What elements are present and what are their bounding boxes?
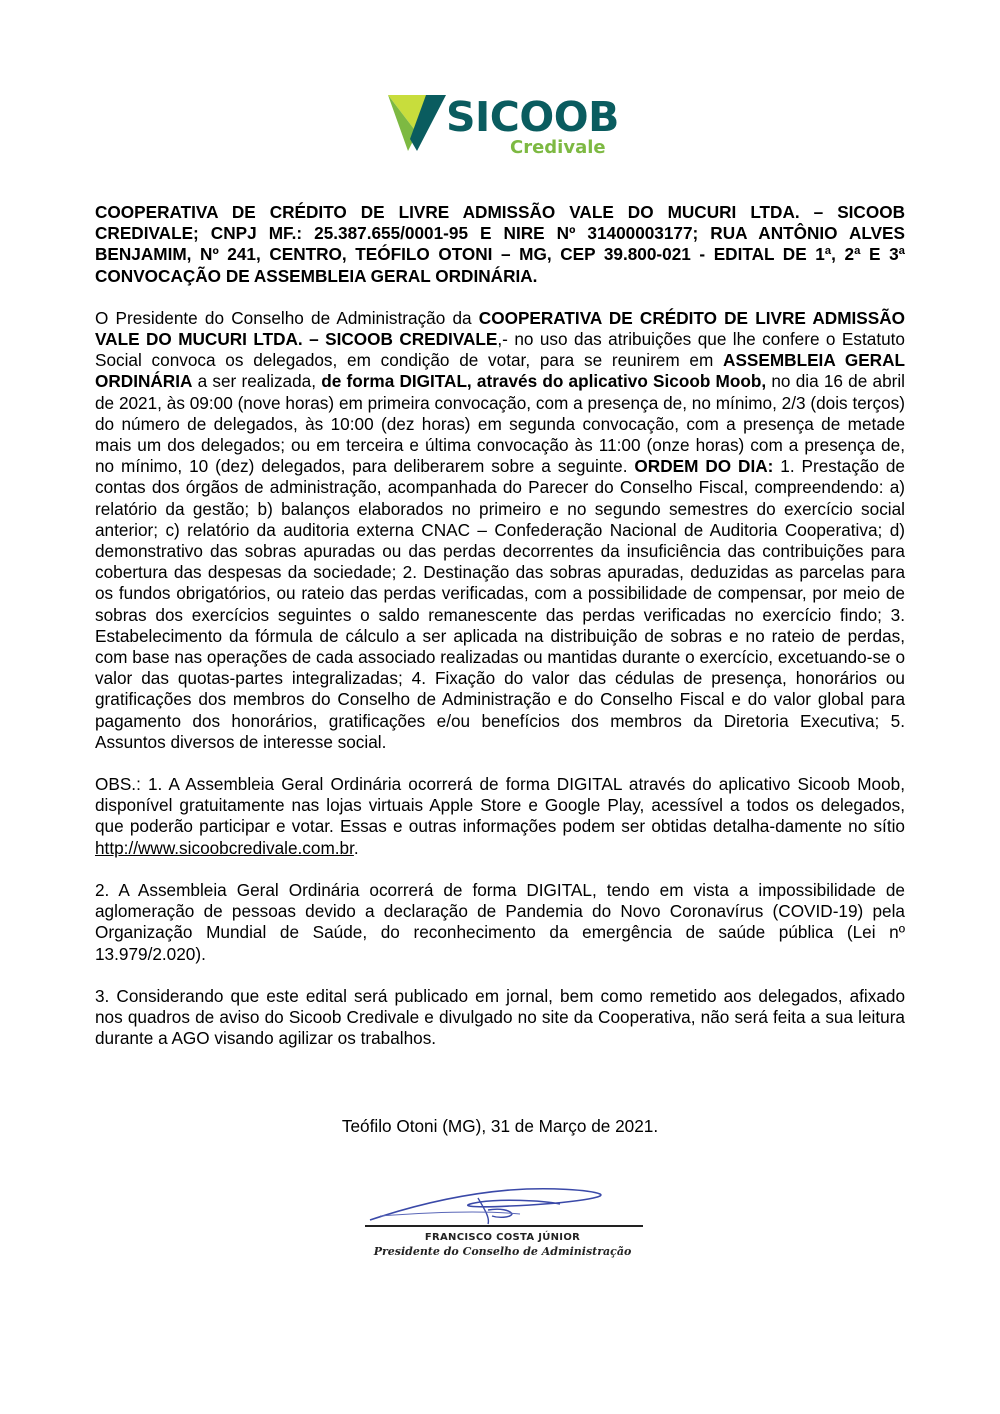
signer-name: FRANCISCO COSTA JÚNIOR [424, 1232, 581, 1243]
body-bold-4: ORDEM DO DIA: [634, 456, 774, 477]
body-text-2: ,- no uso das atribuições que lhe confere o Estatuto Social convoca os delegados, em condição de votar, para se reunirem em [95, 329, 905, 371]
body-text-1: O Presidente do Conselho de Administração da [95, 307, 479, 328]
signer-role: Presidente do Conselho de Administração [373, 1245, 632, 1258]
sicoob-v-icon [386, 93, 448, 153]
convocation-paragraph [95, 308, 905, 753]
obs-paragraph-1 [95, 774, 905, 859]
obs-paragraph-2: 2. A Assembleia Geral Ordinária ocorrerá de forma DIGITAL, tendo em vista a impossibilidade de aglomeração de pessoas devido a declaração de Pandemia do Novo Coronavírus (COVID-19) pela Organização Mundial de Saúde, do reconhecimento da emergência de saúde pública (Lei nº 13.979/2.020). [95, 879, 905, 964]
obs-paragraph-3: 3. Considerando que este edital será publicado em jornal, bem como remetido aos delegados, afixado nos quadros de aviso do Sicoob Credivale e divulgado no site da Cooperativa, não será feita a sua leitura durante a AGO visando agilizar os trabalhos. [95, 985, 905, 1049]
body-text-5: 1. Prestação de contas dos órgãos de administração, acompanhada do Parecer do Conselho Fiscal, compreendendo: a) relatório da gestão; b) balanços elaborados no primeiro e no segundo semestres do exercício social anterior; c) relatório da auditoria externa CNAC – Confederação Nacional de Auditoria Cooperativa; d) demonstrativo das sobras apuradas ou das perdas decorrentes da insuficiência das contribuições para cobertura das despesas da sociedade; 2. Destinação das sobras apuradas, deduzidas as parcelas para os fundos obrigatórios, ou rateio das perdas verificadas, com a possibilidade de compensar, por meio de sobras dos exercícios seguintes o saldo remanescente das perdas verificadas no exercício findo; 3. Estabelecimento da fórmula de cálculo a ser aplicada na distribuição de sobras e no rateio de perdas, com base nas operações de cada associado realizadas ou mantidas durante o exercício, excetuando-se o valor das quotas-partes integralizadas; 4. Fixação do valor das cédulas de presença, honorários ou gratificações dos membros do Conselho de Administração e do Conselho Fiscal e do valor global para pagamento dos honorários, gratificações e/ou benefícios dos membros da Diretoria Executiva; 5. Assuntos diversos de interesse social. [95, 456, 905, 752]
sicoob-logo [386, 93, 619, 165]
document-header: COOPERATIVA DE CRÉDITO DE LIVRE ADMISSÃO VALE DO MUCURI LTDA. – SICOOB CREDIVALE; CNPJ MF.: 25.387.655/0001-95 E NIRE Nº 31400003177; RUA ANTÔNIO ALVES BENJAMIM, Nº 241, CENTRO, TEÓFILO OTONI – MG, CEP 39.800-021 - EDITAL DE 1ª, 2ª E 3ª CONVOCAÇÃO DE ASSEMBLEIA GERAL ORDINÁRIA. [95, 202, 905, 286]
obs1-end: . [353, 837, 359, 858]
body-bold-2: ASSEMBLEIA GERAL ORDINÁRIA [95, 350, 905, 392]
body-bold-3: de forma DIGITAL, através do aplicativo Sicoob Moob, [321, 371, 767, 392]
document-body [95, 202, 905, 1070]
signature-block [360, 1180, 645, 1260]
document-date: Teófilo Otoni (MG), 31 de Março de 2021. [341, 1116, 659, 1136]
signature-line [365, 1225, 643, 1227]
body-text-4: no dia 16 de abril de 2021, às 09:00 (nove horas) em primeira convocação, com a presença de, no mínimo, 2/3 (dois terços) do número de delegados, às 10:00 (dez horas) em segunda convocação, com a presença de metade mais um dos delegados; ou em terceira e última convocação às 11:00 (onze horas) com a presença de, no mínimo, 10 (dez) delegados, para deliberarem sobre a seguinte. [95, 371, 905, 477]
body-bold-1: COOPERATIVA DE CRÉDITO DE LIVRE ADMISSÃO VALE DO MUCURI LTDA. – SICOOB CREDIVALE [95, 307, 905, 350]
body-text-3: a ser realizada, [192, 371, 322, 392]
logo-brand-text: SICOOB [446, 93, 619, 141]
handwritten-signature [360, 1180, 645, 1228]
website-link[interactable]: http://www.sicoobcredivale.com.br [95, 837, 354, 858]
logo-sub-text: Credivale [510, 137, 606, 158]
obs1-text: OBS.: 1. A Assembleia Geral Ordinária ocorrerá de forma DIGITAL através do aplicativo Sicoob Moob, disponível gratuitamente nas lojas virtuais Apple Store e Google Play, acessível a todos os delegados, que poderão participar e votar. Essas e outras informações podem ser obtidas detalha-damente no sítio [95, 774, 905, 837]
